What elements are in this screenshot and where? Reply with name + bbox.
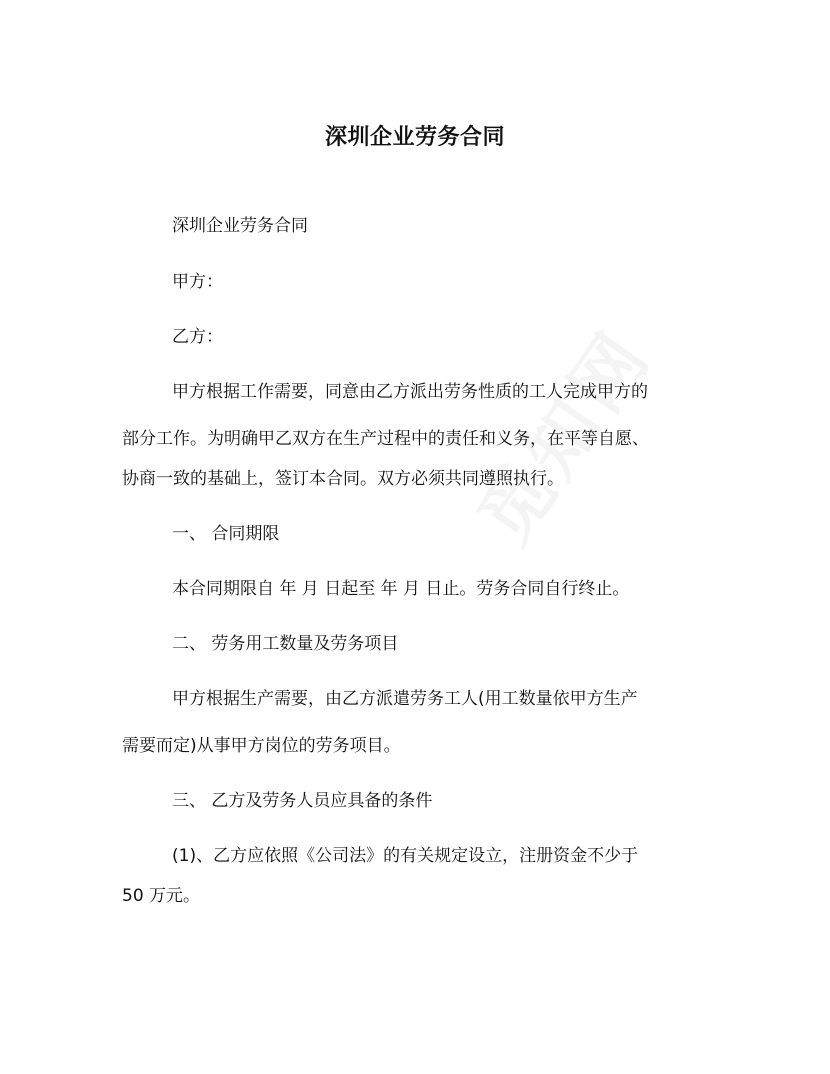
intro-paragraph-line-2: 部分工作。为明确甲乙双方在生产过程中的责任和义务，在平等自愿、 <box>122 429 649 449</box>
section-1-body: 本合同期限自 年 月 日起至 年 月 日止。劳务合同自行终止。 <box>172 579 630 599</box>
party-a-line: 甲方： <box>172 272 223 292</box>
document-title: 深圳企业劳务合同 <box>324 125 505 150</box>
section-2-body-line-1: 甲方根据生产需要，由乙方派遣劳务工人(用工数量依甲方生产 <box>172 689 638 709</box>
intro-paragraph-line-1: 甲方根据工作需要，同意由乙方派出劳务性质的工人完成甲方的 <box>172 382 648 402</box>
section-2-heading: 二、 劳务用工数量及劳务项目 <box>172 634 399 654</box>
intro-paragraph-line-3: 协商一致的基础上，签订本合同。双方必须共同遵照执行。 <box>122 469 564 489</box>
subtitle-line: 深圳企业劳务合同 <box>172 216 308 236</box>
section-1-heading: 一、 合同期限 <box>172 524 280 544</box>
section-3-item-1-line-2: 50 万元。 <box>122 886 201 906</box>
section-3-item-1-line-1: (1)、乙方应依照《公司法》的有关规定设立，注册资金不少于 <box>172 846 639 866</box>
party-b-line: 乙方： <box>172 327 223 347</box>
section-2-body-line-2: 需要而定)从事甲方岗位的劳务项目。 <box>122 736 401 756</box>
section-3-heading: 三、 乙方及劳务人员应具备的条件 <box>172 791 433 811</box>
